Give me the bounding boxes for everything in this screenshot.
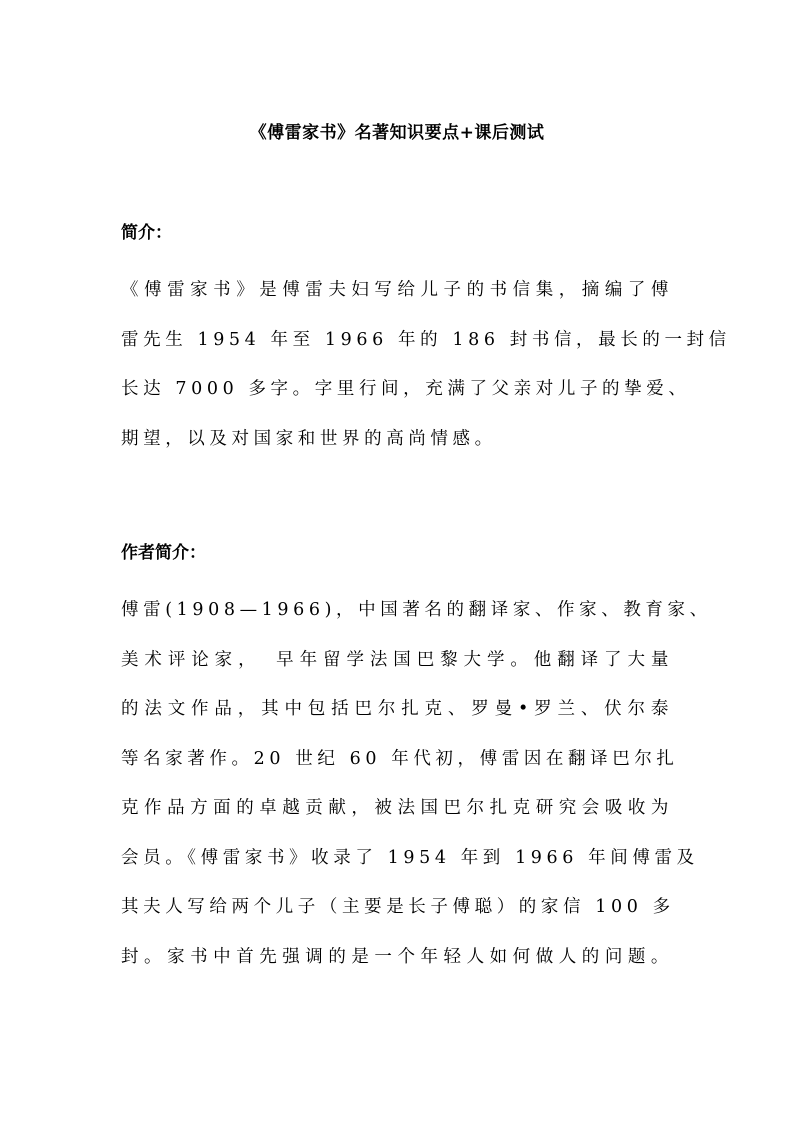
section-heading-intro: 简介： bbox=[121, 223, 172, 243]
paragraph-line: 会员。《傅雷家书》收录了 1954 年到 1966 年间傅雷及 bbox=[121, 847, 699, 868]
paragraph-line: 《傅雷家书》是傅雷夫妇写给儿子的书信集，摘编了傅 bbox=[121, 280, 673, 300]
paragraph-line: 其夫人写给两个儿子（主要是长子傅聪）的家信 100 多 bbox=[121, 897, 675, 917]
document-title: 《傅雷家书》名著知识要点+课后测试 bbox=[249, 123, 545, 143]
paragraph-line: 美术评论家， 早年留学法国巴黎大学。他翻译了大量 bbox=[121, 649, 673, 670]
paragraph-line: 期望，以及对国家和世界的高尚情感。 bbox=[121, 428, 497, 449]
paragraph-line: 的法文作品，其中包括巴尔扎克、罗曼•罗兰、伏尔泰 bbox=[121, 699, 673, 719]
paragraph-line: 等名家著作。20 世纪 60 年代初，傅雷因在翻译巴尔扎 bbox=[121, 748, 679, 769]
paragraph-intro bbox=[121, 276, 731, 474]
paragraph-line: 克作品方面的卓越贡献，被法国巴尔扎克研究会吸收为 bbox=[121, 798, 673, 818]
paragraph-line: 长达 7000 多字。字里行间，充满了父亲对儿子的挚爱、 bbox=[121, 379, 691, 399]
paragraph-line: 封。家书中首先强调的是一个年轻人如何做人的问题。 bbox=[121, 946, 673, 967]
section-heading-author: 作者简介： bbox=[121, 543, 206, 563]
paragraph-author bbox=[121, 596, 712, 992]
paragraph-line: 傅雷(1908—1966)，中国著名的翻译家、作家、教育家、 bbox=[121, 600, 712, 620]
paragraph-line: 雷先生 1954 年至 1966 年的 186 封书信，最长的一封信 bbox=[121, 329, 731, 350]
